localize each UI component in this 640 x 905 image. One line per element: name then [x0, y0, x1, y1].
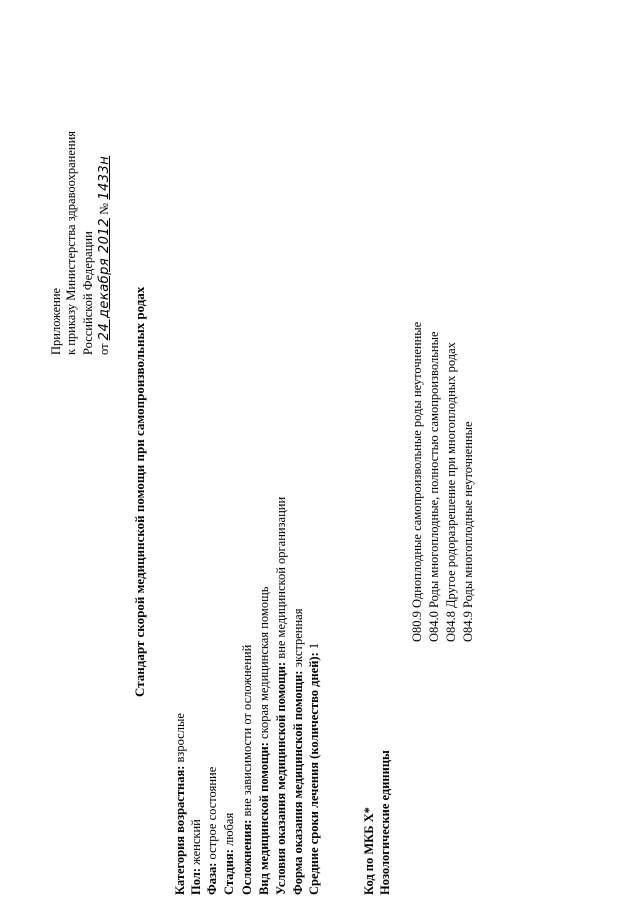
diagnosis-row — [461, 421, 475, 642]
diagnosis-name: Роды многоплодные, полностью самопроизвольные — [427, 331, 441, 608]
field-complications: Осложнения: вне зависимости от осложнений — [240, 644, 254, 895]
diagnosis-code: O84.8 — [444, 611, 458, 642]
handwritten-date: 24 декабря 2012 — [97, 218, 112, 341]
field-stage: Стадия: любая — [222, 812, 236, 895]
diagnosis-code: O84.9 — [461, 611, 475, 642]
diagnosis-name: Другое родоразрешение при многоплодных родах — [444, 342, 458, 608]
field-phase: Фаза: острое состояние — [205, 766, 219, 895]
header-appendix: Приложение — [49, 287, 63, 355]
header-federation: Российской Федерации — [81, 231, 95, 355]
diagnosis-row — [410, 322, 424, 642]
diagnosis-code: O84.0 — [427, 611, 441, 642]
page-title: Стандарт скорой медицинской помощи при самопроизвольных родах — [132, 286, 147, 697]
diagnosis-code: O80.9 — [410, 611, 424, 642]
diagnosis-row — [427, 331, 441, 642]
field-care-conditions: Условия оказания медицинской помощи: вне медицинской организации — [274, 496, 288, 895]
header-date-prefix: от — [97, 343, 111, 355]
field-care-form: Форма оказания медицинской помощи: экстренная — [291, 608, 305, 895]
nosological-units-label: Нозологические единицы — [378, 750, 392, 895]
diagnosis-row — [444, 342, 458, 642]
field-sex: Пол: женский — [189, 819, 203, 895]
field-age-category: Категория возрастная: взрослые — [173, 713, 187, 895]
header-date-line — [97, 156, 112, 355]
header-number-prefix: № — [97, 202, 111, 215]
icd-code-label: Код по МКБ X* — [362, 807, 376, 895]
header-order-line: к приказу Министерства здравоохранения — [64, 130, 78, 355]
diagnosis-name: Одноплодные самопроизвольные роды неуточненные — [410, 321, 424, 608]
diagnosis-name: Роды многоплодные неуточненные — [461, 421, 475, 608]
field-care-type: Вид медицинской помощи: скорая медицинская помощь — [257, 586, 271, 895]
handwritten-number: 1433н — [97, 155, 112, 200]
field-treatment-duration: Средние сроки лечения (количество дней): 1 — [307, 642, 321, 895]
